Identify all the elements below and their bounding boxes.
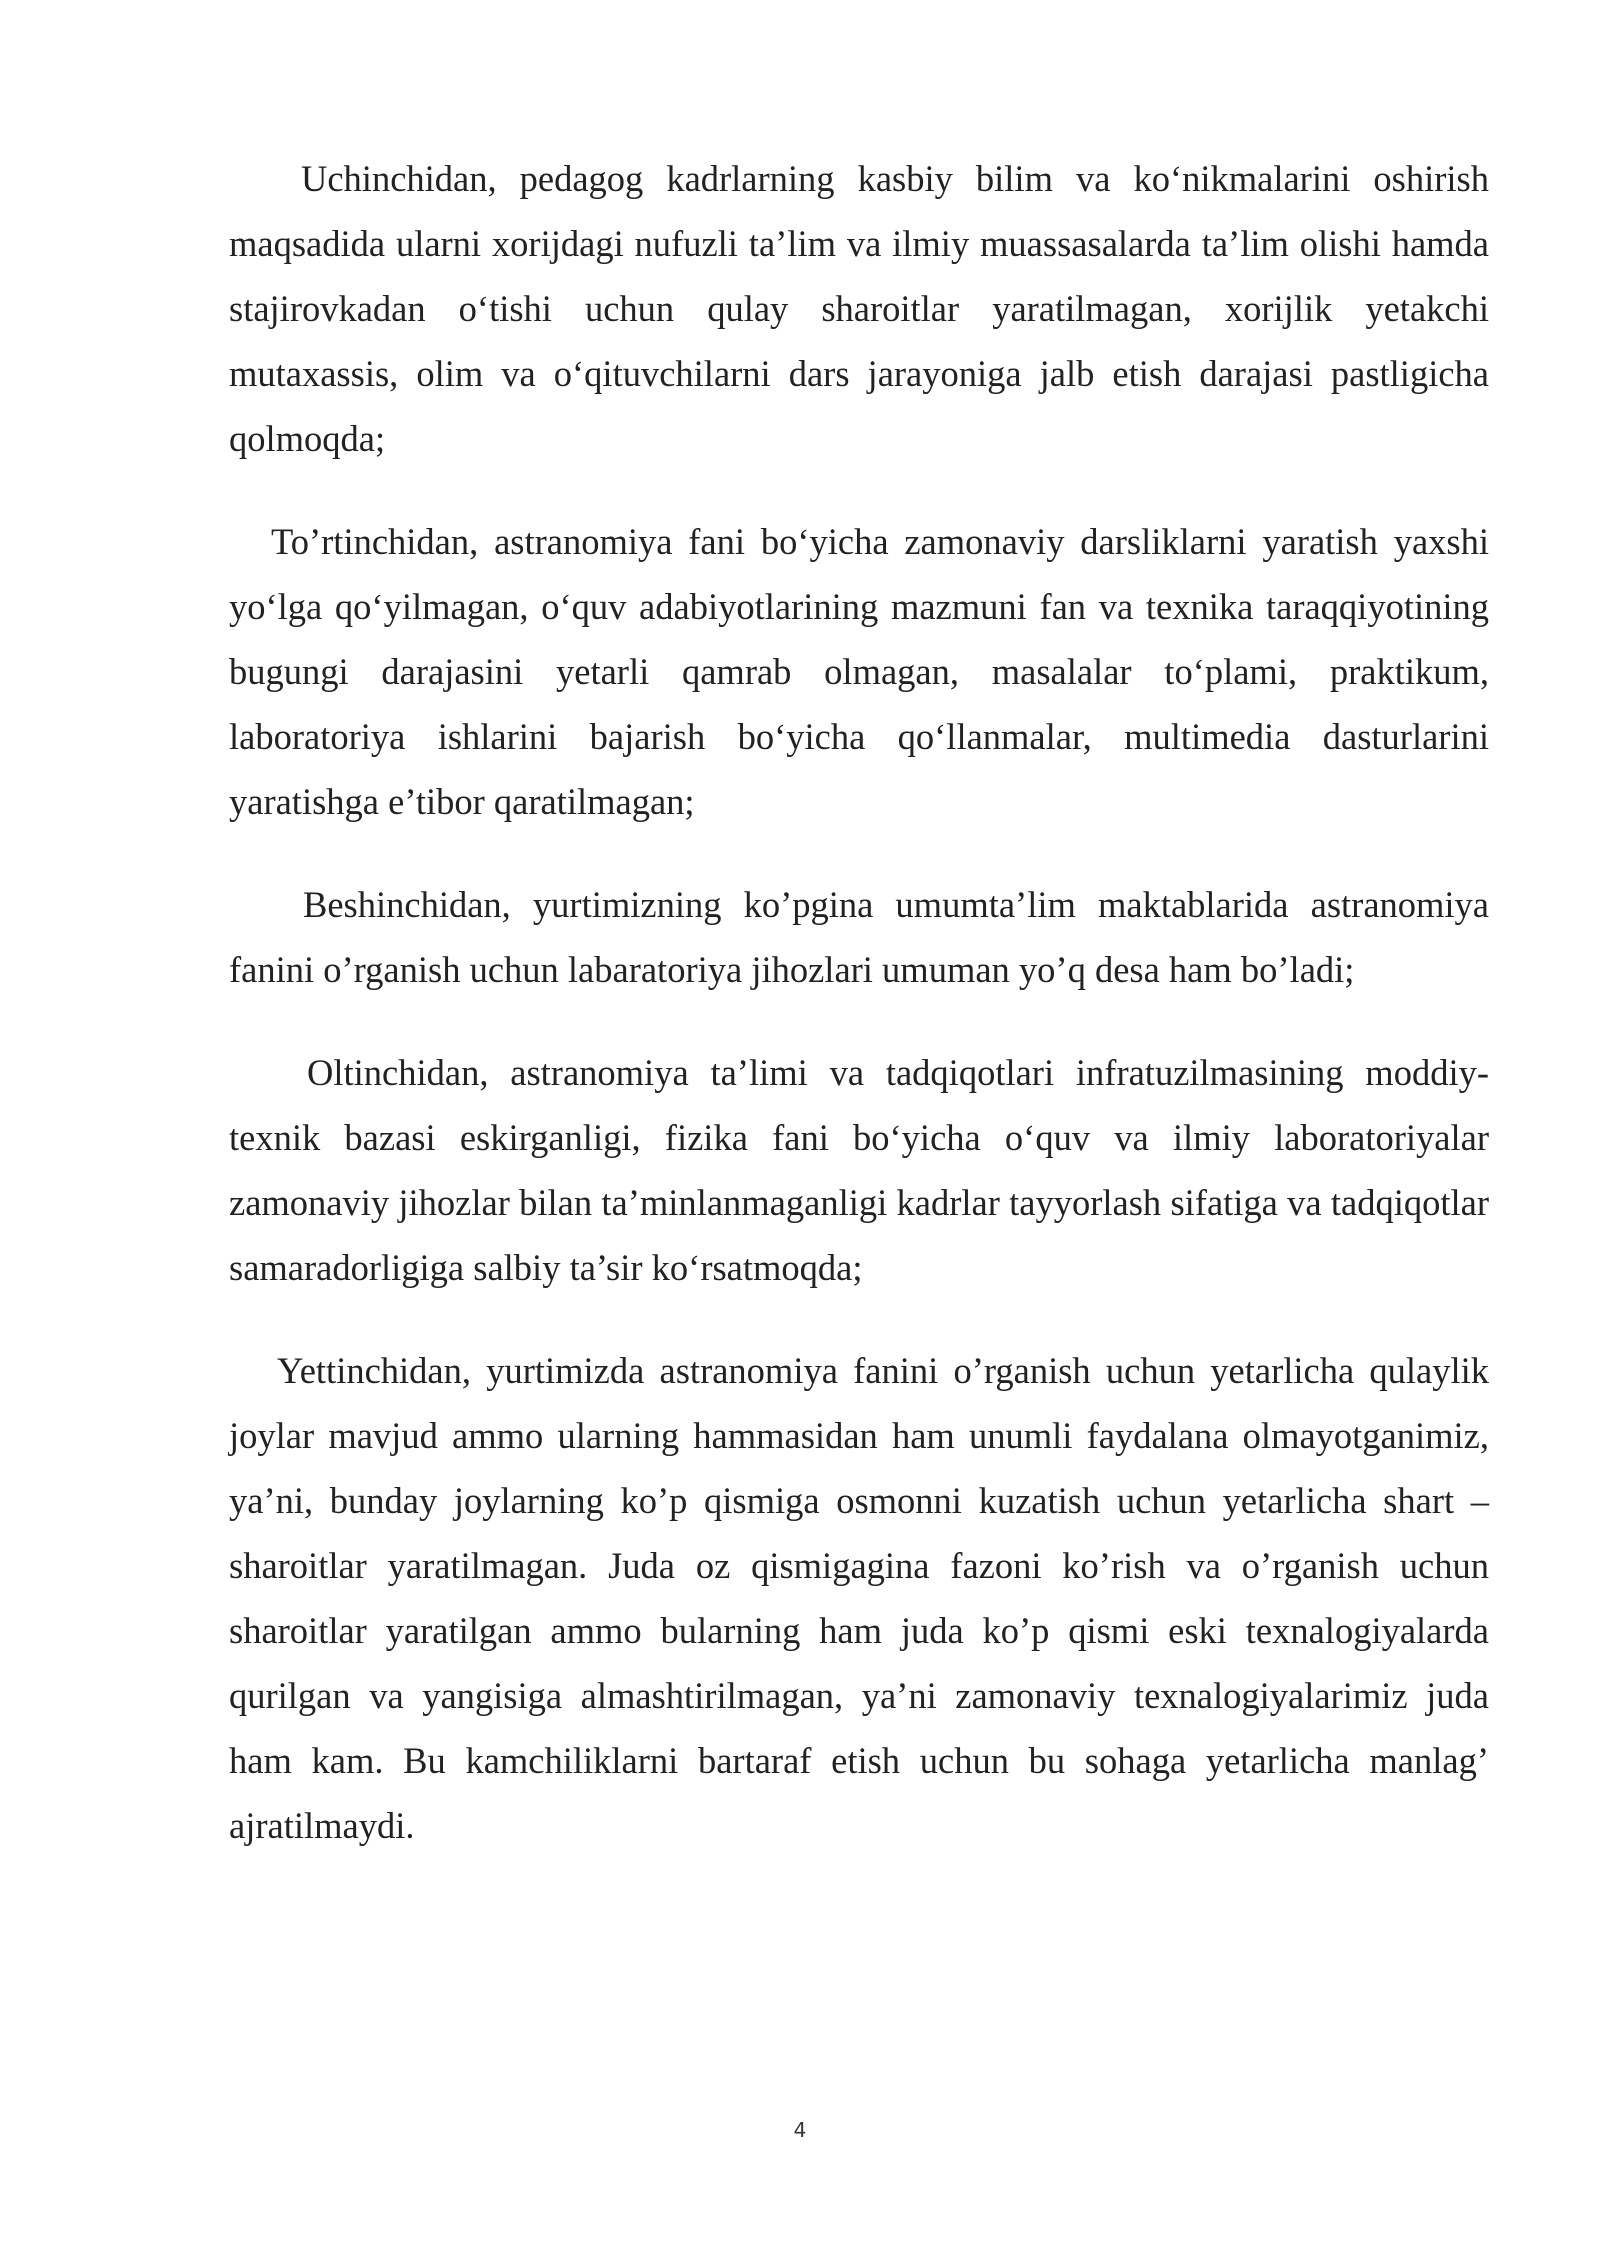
paragraph-beshinchidan: Beshinchidan, yurtimizning ko’pgina umumta’lim maktablarida astranomiya fanini o’rganish uchun labaratoriya jihozlari umuman yo’q desa ham bo’ladi; xyxy=(229,884,1489,990)
page-number: 4 xyxy=(793,2118,807,2142)
paragraph-tortinchidan: To’rtinchidan, astranomiya fani bo‘yicha zamonaviy darsliklarni yaratish yaxshi yo‘lga qo‘yilmagan, o‘quv adabiyotlarining mazmuni fan va texnika taraqqiyotining bugungi darajasini yetarli qamrab olmagan, masalalar to‘plami, praktikum, laboratoriya ishlarini bajarish bo‘yicha qo‘llanmalar, multimedia dasturlarini yaratishga e’tibor qaratilmagan; xyxy=(229,521,1489,822)
paragraph-uchinchidan: Uchinchidan, pedagog kadrlarning kasbiy bilim va ko‘nikmalarini oshirish maqsadida ularni xorijdagi nufuzli ta’lim va ilmiy muassasalarda ta’lim olishi hamda stajirovkadan o‘tishi uchun qulay sharoitlar yaratilmagan, xorijlik yetakchi mutaxassis, olim va o‘qituvchilarni dars jarayoniga jalb etish darajasi pastligicha qolmoqda; xyxy=(229,158,1489,459)
paragraph-yettinchidan: Yettinchidan, yurtimizda astranomiya fanini o’rganish uchun yetarlicha qulaylik joylar mavjud ammo ularning hammasidan ham unumli faydalana olmayotganimiz, ya’ni, bunday joylarning ko’p qismiga osmonni kuzatish uchun yetarlicha shart – sharoitlar yaratilmagan. Juda oz qismigagina fazoni ko’rish va o’rganish uchun sharoitlar yaratilgan ammo bularning ham juda ko’p qismi eski texnalogiyalarda qurilgan va yangisiga almashtirilmagan, ya’ni zamonaviy texnalogiyalarimiz juda ham kam. Bu kamchiliklarni bartaraf etish uchun bu sohaga yetarlicha manlag’ ajratilmaydi. xyxy=(229,1350,1489,1846)
document-body xyxy=(229,146,1489,1858)
paragraph-oltinchidan: Oltinchidan, astranomiya ta’limi va tadqiqotlari infratuzilmasining moddiy-texnik bazasi eskirganligi, fizika fani bo‘yicha o‘quv va ilmiy laboratoriyalar zamonaviy jihozlar bilan ta’minlanmaganligi kadrlar tayyorlash sifatiga va tadqiqotlar samaradorligiga salbiy ta’sir ko‘rsatmoqda; xyxy=(229,1052,1489,1288)
